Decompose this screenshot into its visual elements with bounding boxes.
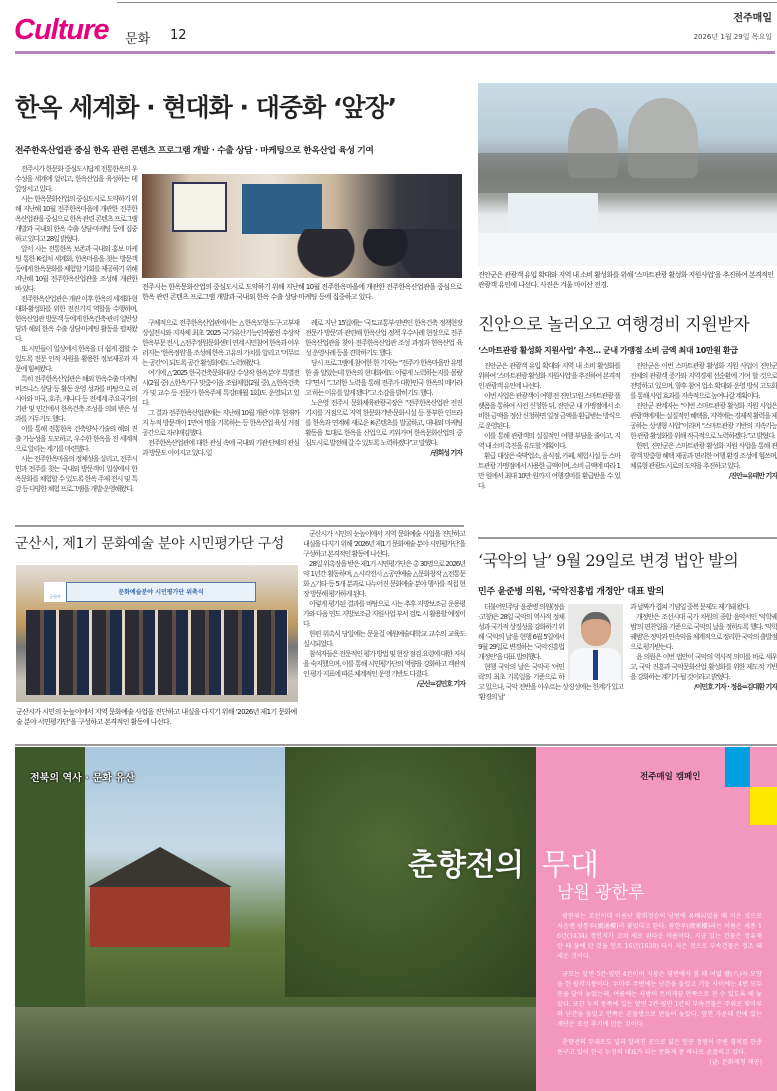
paragraph: 이렇게 평가된 결과를 바탕으로 시는 추후 지방보조금 운용평가와 다음 연도 지방보조금 지원사업 부서 검토 시 활용할 예정이다. <box>303 600 465 628</box>
article2-photo-caption: 진안군은 관광객 유입 확대와 지역 내 소비 활성화를 위해 ‘스마트관광 활성화 지원사업’을 추진하여 본격적인 관광객 유인에 나선다. 사진은 겨울 마이산 전경. <box>478 271 774 290</box>
paragraph: 전주한옥산업관은 개관 이후 한옥의 세계화·현대화·활성화를 위한 전진기지 역할을 수행하며, 한옥산업관 방문객 등에게 한옥건축·관리 일반상담과 해외 한옥 수출 상담·마케팅 활동을 펼쳐왔다. <box>15 295 137 343</box>
article3-headline: 군산시, 제1기 문화예술 분야 시민평가단 구성 <box>15 536 285 552</box>
paragraph: 전주한옥산업관에 대한 관심 속에 국내외 기관·단체의 관심과 방문도 이어지고 있다. 일 <box>142 439 299 457</box>
paragraph: 앞서 시는 전통한옥 보존과 국내외 홍보 마케팅 통한 K-컬처 세계화, 한옥마을을 찾는 방문객 등에게 한옥문화를 체험할 기회를 제공하기 위해 지난해 10월 전주한옥산업관을 조성해 개관한 바 있다. <box>15 245 137 293</box>
issue-date: 2026년 1월 29일 목요일 <box>693 33 772 41</box>
paragraph: 춘향전의 무대로도 널리 알려진 곳으로 넓은 인공 정원이 주변 경치를 한층 돋구고 있어 한국 누정의 대표가 되는 문화재 중 하나로 손꼽히고 있다. <box>557 1039 762 1056</box>
article2-column-2 <box>630 361 777 481</box>
feature-title-b: 무대 <box>541 848 599 883</box>
article4-column-1 <box>478 602 623 702</box>
paragraph: 례로 지난 15일에는 ‘국토교통부·연변인 한옥건축 정책현장 전문가 방문’과 관련해 한옥산업 정책 우수사례 현장으로 전주한옥산업관을 찾아 전주한옥산업관 조성 과정과 한옥산업 육성 운영사례 등을 견학하기도 했다. <box>305 319 462 357</box>
paragraph: 이번 사업은 관광객이 여행 전 진안고원 스마트관광 플랫폼을 통하여 사전 신청한 뒤, 진안군 내 가맹점에서 소비한 금액을 정산 신청하면 일정 금액을 환급받는 방식으로 운영된다. <box>478 392 620 430</box>
paragraph: 참석자들은 전문적인 평가 방법 및 현장 점검 요령에 대한 지식을 숙지했으며, 이를 통해 시민평가단의 역량을 강화하고 객관적인 평가 지표에 따른 체계적인 운영 기반도 다졌다. <box>303 650 465 678</box>
paragraph: 28일 위촉장을 받은 제1기 시민평가단은 총 30명으로 2026년 약 1년간 활동하며, △시각전시 △공연예술 △문화창작 △전통문화 △기타 등 5개 분과로 나누어진 문화예술 분야 행사를 직접 현장 방문해 평가하게 된다. <box>303 560 465 598</box>
paragraph: 노은영 전주시 문화체육관광국장은 “전주한옥산업관 전진기지를 거점으로 지역 한문화기반·문화시설 등 풍부한 인프라를 한옥과 연계해 새로운 K-콘텐츠를 발굴하고, 대내외 마케팅 활동을 토대로 한옥을 산업으로 키워가며 한옥문화산업의 중심도시로 발전해 갈 수 있도록 노력하겠다”고 말했다. <box>305 399 462 447</box>
divider <box>15 525 464 527</box>
paragraph: 전주시가 한문화 중심도시답게 전통한옥의 우수성을 세계에 알리고, 한옥산업을 육성하는 데 앞장서고 있다. <box>15 165 137 193</box>
article1-headline: 한옥 세계화 · 현대화 · 대중화 ‘앞장’ <box>15 93 397 122</box>
paragraph: 과 날짜가 겹쳐 기념일 중복 문제도 제기돼 왔다. <box>630 603 750 611</box>
paragraph: 여기에 △‘2025 한국건축문화대상 수상작 한옥분야’ 특별전시(2월 중) △한옥가구 맞춤·이음 조립체험(2월 중), △한옥건축가 및 교수 등 전문가 한옥주제 특강(매월 1회)도 운영되고 있다. <box>142 369 299 407</box>
divider <box>15 744 777 746</box>
divider <box>478 537 777 539</box>
article2-byline: /진안=유태만 기자 <box>728 472 777 480</box>
paragraph: 광한루는 조선시대 이름난 황희정승이 남원에 유배되었을 때 지은 것으로 처음엔 광통루(廣通樓)라 불렀다고 한다. 광한루(廣寒樓)라는 이름은 세종 16년(1434) 정인지가 고쳐 새로 위다운 이름이다. 지금 있는 건물은 정유재란 때 불에 탄 것을 인조 16년(1638) 다시 지은 것으로 부속건물은 정조 때 세운 것이다. <box>557 913 762 960</box>
paragraph: 또 시민들이 일상에서 한옥을 더 쉽게 접할 수 있도록 전문 인적 자원을 활용한 정보제공과 자문에 힘써왔다. <box>15 345 137 373</box>
top-rule <box>117 2 777 3</box>
paper-name: 전주매일 <box>733 13 772 24</box>
paragraph: 그 결과 전주한옥산업관에는 지난해 10월 개관 이후 현재까지 누적 방문객이 1만여 명을 기록하는 등 한옥산업 육성 거점 공간으로 자리매김했다. <box>142 409 299 437</box>
article1-subheadline: 전주한옥산업관 중심 한옥 관련 콘텐츠 프로그램 개발 · 수출 상담 · 마케팅으로 한옥산업 육성 기여 <box>15 146 374 156</box>
section-title-ko: 문화 <box>125 32 151 47</box>
article1-column-2 <box>142 318 299 458</box>
blue-square <box>725 747 750 787</box>
article1-byline: /권희성 기자 <box>430 449 462 457</box>
yellow-square <box>750 787 777 825</box>
feature-title-a: 춘향전의 <box>408 848 524 883</box>
section-rule <box>15 51 775 54</box>
paragraph: 개정안은 조선시대 국가 차원의 종합 음악서인 ‘악학궤범’의 편찬일을 기준으로 국악의 날을 정하도록 했다. ‘악학궤범’은 정악과 민속악을 체계적으로 정리한 국악의 출발점으로 평가받는다. <box>630 613 777 651</box>
page-number: 12 <box>170 28 187 43</box>
hanok-industry-hall-photo <box>142 174 462 278</box>
campaign-label: 전주매일 캠페인 <box>640 772 701 782</box>
paragraph: 더불어민주당 윤준병 의원(정읍·고창)은 28일 국악의 역사적 정체성과 국가적 상징성을 강화하기 위해 ‘국악의 날’을 현행 6월 5일에서 9월 29일로 변경하는 ‘국악진흥법 개정안’을 대표 발의했다. <box>478 603 564 661</box>
article1-photo-caption: 전주시는 한옥문화산업의 중심도시로 도약하기 위해 지난해 10월 전주한옥마을에 개관한 전주한옥산업관을 중심으로 한옥 관련 콘텐츠 프로그램 개발과 국내외 한옥 수출 상담·마케팅 등에 집중하고 있다. <box>142 283 462 302</box>
feature-body <box>557 912 762 1068</box>
paragraph: 진안군은 이번 스마트관광 활성화 지원 사업이 진안군 전체의 관광객 증가와 지역경제 선순환에 기여 할 것으로 전망하고 있으며, 향후 참여 업소 확대와 운영 방식 고도화를 통해 사업 효과를 지속적으로 높여나갈 계획이다. <box>630 362 777 400</box>
paragraph: 환급 대상은 숙박업소, 음식점, 카페, 체험시설 등 스마트관광 가맹점에서 사용한 금액이며, 소비 금액에 따라 1만 원에서 최대 10만 원까지 여행경비를 환급받을 수 있다. <box>478 452 620 490</box>
section-title-en: Culture <box>14 14 109 46</box>
lawmaker-portrait <box>568 604 623 680</box>
paragraph: 구체적으로 전주한옥산업관에서는 △한옥모형·도구·고부재 상설전시와 지자체 최초 ‘2025 국가유산기능인작품전 수상작 한옥부문 전시, △전주정원문화센터 연계 시민참여 한옥과 어우러지는 ‘한옥정원’을 조성해 한옥 고유의 가치를 알리고 ‘머무르는 공간’이 되도록 공간 활성화에도 노력해왔다. <box>142 319 300 367</box>
article1-column-3 <box>305 318 462 458</box>
paragraph: 진안군 관계자는 “이번 스마트관광 활성화 지원 사업은 관광객에게는 실질적인 혜택을, 지역에는 경제적 활력을 제공하는 상생형 사업”이라며 “스마트관광 기반의 지속가능한 관광 활성화를 위해 적극적으로 노력하겠다.”고 밝혔다. <box>630 402 777 440</box>
series-label: 전북의 역사 · 문화 유산 <box>30 773 135 784</box>
paragraph: 시는 전주한옥마을의 정체성을 살리고, 전주시민과 전주를 찾는 국내외 방문객이 일상에서 한옥문화를 체험할 수 있도록 한옥 주제 전시 및 특강 등 다양한 체험 프로그램을 개발·운영해왔다. <box>15 455 137 493</box>
feature-credit: (글: 문화재청 제공) <box>709 1059 762 1066</box>
article4-subheadline: 민주 윤준병 의원, ‘국악진흥법 개정안’ 대표 발의 <box>478 587 664 597</box>
paragraph: 한편 위촉식 당일에는 문윤걸 예원예술대학교 교수의 교육도 실시되었다. <box>303 630 465 648</box>
paragraph: 군산시가 시민의 눈높이에서 지역 문화예술 사업을 진단하고 내실을 다지기 위해 ‘2026년 제1기 문화예술 분야 시민평가단’을 구성하고 본격적인 활동에 나선다. <box>303 530 465 558</box>
article3-body <box>303 529 465 689</box>
paragraph: 당시 프로그램에 참여한 한 기자는 “전주가 한옥마을만 유명한 줄 알았는데 한옥의 현대화에도 이렇게 노력하는지를 몰랐다”면서 “그러한 노력을 통해 전주가 대한민국 한옥의 메카라고 하는 이유를 알게 됐다”고 소감을 밝히기도 했다. <box>305 359 462 397</box>
feature-place: 남원 광한루 <box>557 883 645 903</box>
article2-subheadline: ‘스마트관광 활성화 지원사업’ 추진… 군내 가맹점 소비 금액 최대 10만원 환급 <box>478 346 738 355</box>
event-banner: 문화예술분야 시민평가단 위촉식 <box>66 582 256 602</box>
paragraph: 한편, 진안군은 스마트관광 활성화 지원 사업을 통해 관광객 맞춤형 혜택 제공과 편리한 여행 환경 조성에 힘쓰며, 체류형 관광도시로의 도약을 추진하고 있다. <box>630 442 777 470</box>
paragraph: 현행 국악의 날은 국악곡 ‘여민락’의 최초 기록일을 기준으로 하고 있으나, 국악 전반을 아우르는 상징성에는 한계가 있고 ‘환경의 날’ <box>478 663 623 701</box>
paragraph: 규모는 앞면 5칸·옆면 4칸이며 지붕은 옆면에서 볼 때 여덟 팔(八)자 모양을 한 팔작지붕이다. 누마루 주변에는 난간을 둘렀고 기둥 사이에는 4면 모두 문을 달아 놓았는데, 여름에는 사방이 트이게끔 안쪽으로 전 수 있도록 해 놓았다. 또한 누의 동쪽에 있는 앞면 2칸·옆면 1칸의 부속건물은 주위로 툇마루와 난간을 둘렀고 안쪽은 온돌방으로 만들어 놓았다. 옆면 가운데 칸에 있는 계단은 조선 후기에 만든 것이다. <box>557 971 762 1028</box>
paragraph: 이를 통해 전통한옥 건축양식·기술의 해외 진출 가능성을 도모하고, 우수한 한옥을 전 세계적으로 알리는 계기를 마련했다. <box>15 425 137 453</box>
paragraph: 특히 전주한옥산업관은 해외 한옥수출 마케팅 비즈니스 상담 등 활동 운영 성과를 바탕으로 러시아와 미국, 호주, 캐나다 등 전세계 주요국가의 기관 및 민간에서 한옥건축 조성을 의뢰 받은 성과를 거두기도 했다. <box>15 375 137 423</box>
article4-headline: ‘국악의 날’ 9월 29일로 변경 법안 발의 <box>478 551 739 570</box>
gunsan-group-photo <box>16 565 298 702</box>
article1-column-1 <box>15 164 137 494</box>
paragraph: 이를 통해 관광객의 실질적인 여행 부담을 줄이고, 지역 내 소비 촉진을 유도할 계획이다. <box>478 432 620 450</box>
article3-byline: /군산=김민호 기자 <box>416 680 465 688</box>
article2-headline: 진안으로 놀러오고 여행경비 지원받자 <box>478 315 750 335</box>
gunsan-logo: 군산시 <box>44 582 66 602</box>
article3-photo-caption: 군산시가 시민의 눈높이에서 지역 문화예술 사업을 진단하고 내실을 다지기 위해 ‘2026년 제1기 문화예술 분야 시민평가단’을 구성하고 본격적인 활동에 나선다. <box>16 708 297 727</box>
article2-column-1 <box>478 361 620 491</box>
paragraph: 시는 한옥문화산업의 중심도시로 도약하기 위해 지난해 10월 전주한옥마을에 개관한 전주한옥산업관을 중심으로 한옥 관련 콘텐츠 프로그램 개발과 국내외 한옥 수출 상담·마케팅 등에 집중하고 있다고 28일 밝혔다. <box>15 195 137 243</box>
paragraph: 진안군은 관광객 유입 확대와 지역 내 소비 활성화를 위하여 ‘스마트관광 활성화 지원사업’을 추진하여 본격적인 관광객 유인에 나선다. <box>478 362 620 390</box>
gwanghallu-photo <box>15 747 536 1091</box>
article4-byline: /이민호 기자 · 정읍=김대환 기자 <box>694 683 777 691</box>
maisan-winter-photo <box>478 83 777 266</box>
article4-column-2 <box>630 602 777 692</box>
paragraph: 윤 의원은 이번 법안이 국악의 역사적 의미를 바로 세우고, 국악 진흥과 국악문화산업 활성화를 위한 제도적 기반을 강화하는 계기가 될 것이라고 밝혔다. <box>630 653 777 681</box>
